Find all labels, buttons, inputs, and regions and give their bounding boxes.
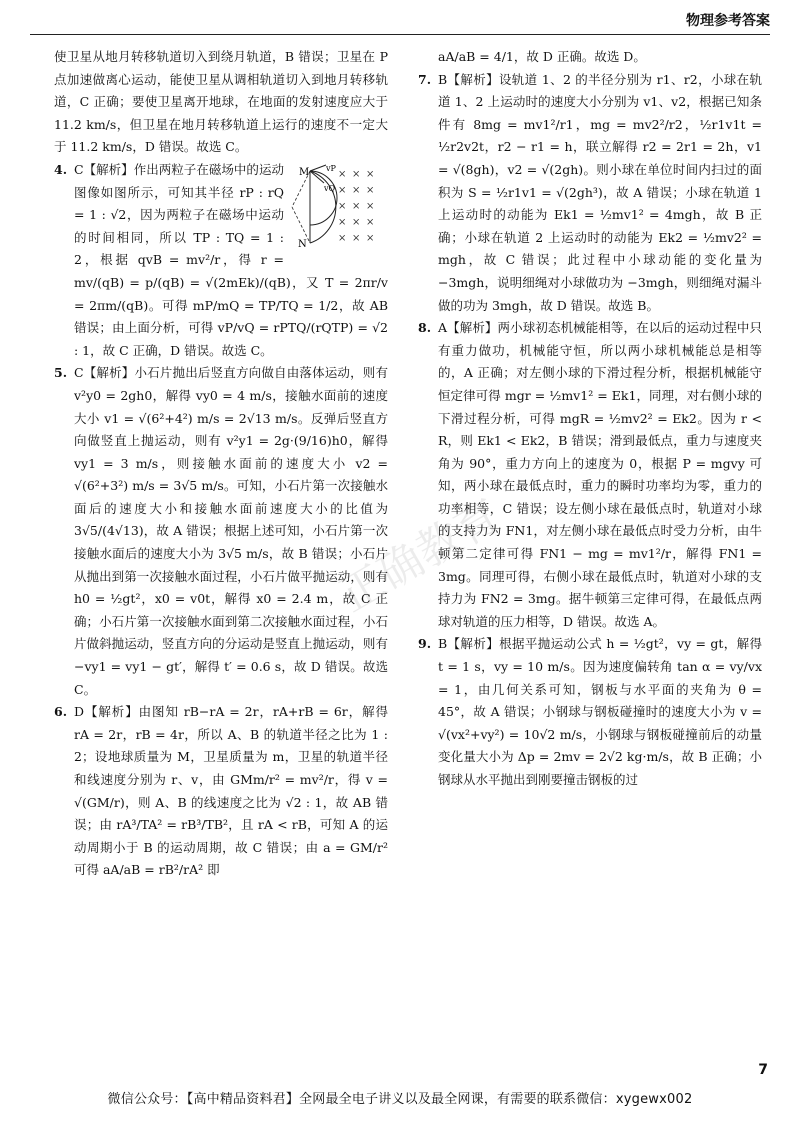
magnetic-field-diagram bbox=[290, 163, 388, 249]
field-cross: × bbox=[338, 200, 347, 212]
q6-number: 6. bbox=[54, 704, 68, 720]
field-cross: × bbox=[366, 216, 375, 228]
field-cross: × bbox=[338, 168, 347, 180]
q8-text: A【解析】两小球初态机械能相等，在以后的运动过程中只有重力做功，机械能守恒，所以两小球机械能总是相等的，A 正确；对左侧小球的下滑过程分析，根据机械能守恒定律可得 mgr = ½mv1² = Ek1，同理，对右侧小球的下滑过程分析，可得 mgR = ½mv2² = Ek2。因为 r < R，则 Ek1 < Ek2，B 错误；滑到最低点，重力与速度夹角为 90°，重力方向上的速度为 0，根据 P = mgvy 可知，两小球在最低点时，重力的瞬时功率均为零，重力的功率相等，C 错误；设左侧小球在最低点时，轨道对小球的支持力为 FN1，对左侧小球在最低点时受力分析，由牛顿第二定律可得 FN1 − mg = mv1²/r，解得 FN1 = 3mg。同理可得，右侧小球在最低点时，轨道对小球的支持力为 FN2 = 3mg。据牛顿第三定律可得，在最低点两球对轨道的压力相等，D 错误。故选 A。 bbox=[438, 320, 762, 629]
page-header-title: 物理参考答案 bbox=[686, 13, 770, 29]
field-cross: × bbox=[366, 232, 375, 244]
field-cross: × bbox=[352, 168, 361, 180]
q5-text: C【解析】小石片抛出后竖直方向做自由落体运动，则有 v²y0 = 2gh0，解得 vy0 = 4 m/s，接触水面前的速度大小 v1 = √(6²+4²) m/s = 2√13 m/s。反弹后竖直方向做竖直上抛运动，则有 v²y1 = 2g·(9/16)h0，解得 vy1 = 3 m/s，则接触水面前的速度大小 v2 = √(6²+3²) m/s = 3√5 m/s。可知，小石片第一次接触水面后的速度大小和接触水面前速度大小的比值为 3√5/(4√13)，故 A 错误；根据上述可知，小石片第一次接触水面后的速度大小为 3√5 m/s，故 B 错误；小石片从抛出到第一次接触水面过程，小石片做平抛运动，则有 h0 = ½gt²，x0 = v0t，解得 x0 = 2.4 m，故 C 正确；小石片第一次接触水面到第二次接触水面过程，小石片做斜抛运动，竖直方向的分运动是竖直上抛运动，则有 −vy1 = vy1 − gt′，解得 t′ = 0.6 s，故 D 错误。故选 C。 bbox=[74, 365, 388, 697]
q6-text: D【解析】由图知 rB−rA = 2r，rA+rB = 6r，解得 rA = 2r，rB = 4r，所以 A、B 的轨道半径之比为 1 : 2；设地球质量为 M，卫星质量为 m，卫星的轨道半径和线速度分别为 r、v，由 GMm/r² = mv²/r，得 v = √(GM/r)，则 A、B 的线速度之比为 √2 : 1，故 AB 错误；由 rA³/TA² = rB³/TB²，且 rA < rB，可知 A 的运动周期小于 B 的运动周期，故 C 错误；由 a = GM/r² 可得 aA/aB = rB²/rA² 即 bbox=[74, 704, 388, 878]
q5-number: 5. bbox=[54, 365, 68, 381]
answer-q9 bbox=[418, 633, 762, 791]
footer-notice: 微信公众号：【高中精品资料君】全网最全电子讲义以及最全网课，有需要的联系微信：xygewx002 bbox=[107, 1092, 693, 1107]
q4-text: C【解析】作出两粒子在磁场中的运动图像如图所示，可知其半径 rP : rQ = 1 : √2，因为两粒子在磁场中运动的时间相同，所以 TP : TQ = 1 : 2，根据 qvB = mv²/r，得 r = mv/(qB) = p/(qB) = √(2mEk)/(qB)，又 T = 2πr/v = 2πm/(qB)。可得 mP/mQ = TP/TQ = 1/2，故 AB 错误；由上面分析，可得 vP/vQ = rPTQ/(rQTP) = √2 : 1，故 C 正确，D 错误。故选 C。 bbox=[74, 161, 388, 358]
field-cross: × bbox=[352, 232, 361, 244]
watermark: 正确教育 bbox=[331, 489, 510, 622]
answer-q7 bbox=[418, 69, 762, 318]
answer-q8 bbox=[418, 317, 762, 633]
left-column bbox=[54, 46, 388, 882]
field-cross: × bbox=[366, 184, 375, 196]
q7-text: B【解析】设轨道 1、2 的半径分别为 r1、r2，小球在轨道 1、2 上运动时的速度大小分别为 v1、v2，根据已知条件有 8mg = mv1²/r1，mg = mv2²/r2，½r1v1t = ½r2v2t，r2 − r1 = h，联立解得 r2 = 2r1 = 2h，v1 = √(8gh)，v2 = √(2gh)。则小球在单位时间内扫过的面积为 S = ½r1v1 = √(2gh³)，故 A 错误；小球在轨道 1 上运动时的动能为 Ek1 = ½mv1² = 4mgh，故 B 正确；小球在轨道 2 上运动时的动能为 Ek2 = ½mv2² = mgh，故 C 错误；此过程中小球动能的变化量为 −3mgh，说明细绳对小球做功为 −3mgh，则细绳对漏斗做的功为 3mgh，故 D 错误。故选 B。 bbox=[438, 71, 762, 313]
answer-q6 bbox=[54, 701, 388, 882]
q7-number: 7. bbox=[418, 71, 432, 87]
answer-q4 bbox=[54, 159, 388, 362]
q9-number: 9. bbox=[418, 636, 432, 652]
field-cross: × bbox=[352, 216, 361, 228]
right-column bbox=[418, 46, 762, 792]
q3-tail-text: 使卫星从地月转移轨道切入到绕月轨道，B 错误；卫星在 P 点加速做离心运动，能使卫星从调相轨道切入到地月转移轨道，C 正确；要使卫星离开地球，在地面的发射速度应大于 11.2 km/s，但卫星在地月转移轨道上运行的速度不一定大于 11.2 km/s，D 错误。故选 C。 bbox=[54, 49, 388, 155]
diagram-label-n: N bbox=[298, 238, 307, 249]
field-cross: × bbox=[338, 184, 347, 196]
field-cross: × bbox=[352, 200, 361, 212]
q8-number: 8. bbox=[418, 320, 432, 336]
field-cross: × bbox=[366, 200, 375, 212]
field-cross: × bbox=[338, 232, 347, 244]
q6-tail-text: aA/aB = 4/1，故 D 正确。故选 D。 bbox=[438, 49, 646, 64]
field-cross: × bbox=[366, 168, 375, 180]
field-cross: × bbox=[352, 184, 361, 196]
q4-number: 4. bbox=[54, 161, 68, 177]
diagram-label-vq: vQ bbox=[324, 183, 336, 193]
page-number: 7 bbox=[758, 1062, 768, 1078]
q9-text: B【解析】根据平抛运动公式 h = ½gt²，vy = gt，解得 t = 1 s，vy = 10 m/s。因为速度偏转角 tan α = vy/vx = 1，由几何关系可知，钢板与水平面的夹角为 θ = 45°，故 A 错误；小钢球与钢板碰撞时的速度大小为 v = √(vx²+vy²) = 10√2 m/s，小钢球与钢板碰撞前后的动量变化量大小为 Δp = 2mv = 2√2 kg·m/s，故 B 正确；小钢球从水平抛出到刚要撞击钢板的过 bbox=[438, 636, 762, 787]
header-divider bbox=[30, 34, 770, 35]
answer-q5 bbox=[54, 362, 388, 701]
diagram-label-m: M bbox=[299, 166, 310, 178]
field-cross: × bbox=[338, 216, 347, 228]
diagram-label-vp: vP bbox=[326, 163, 336, 173]
